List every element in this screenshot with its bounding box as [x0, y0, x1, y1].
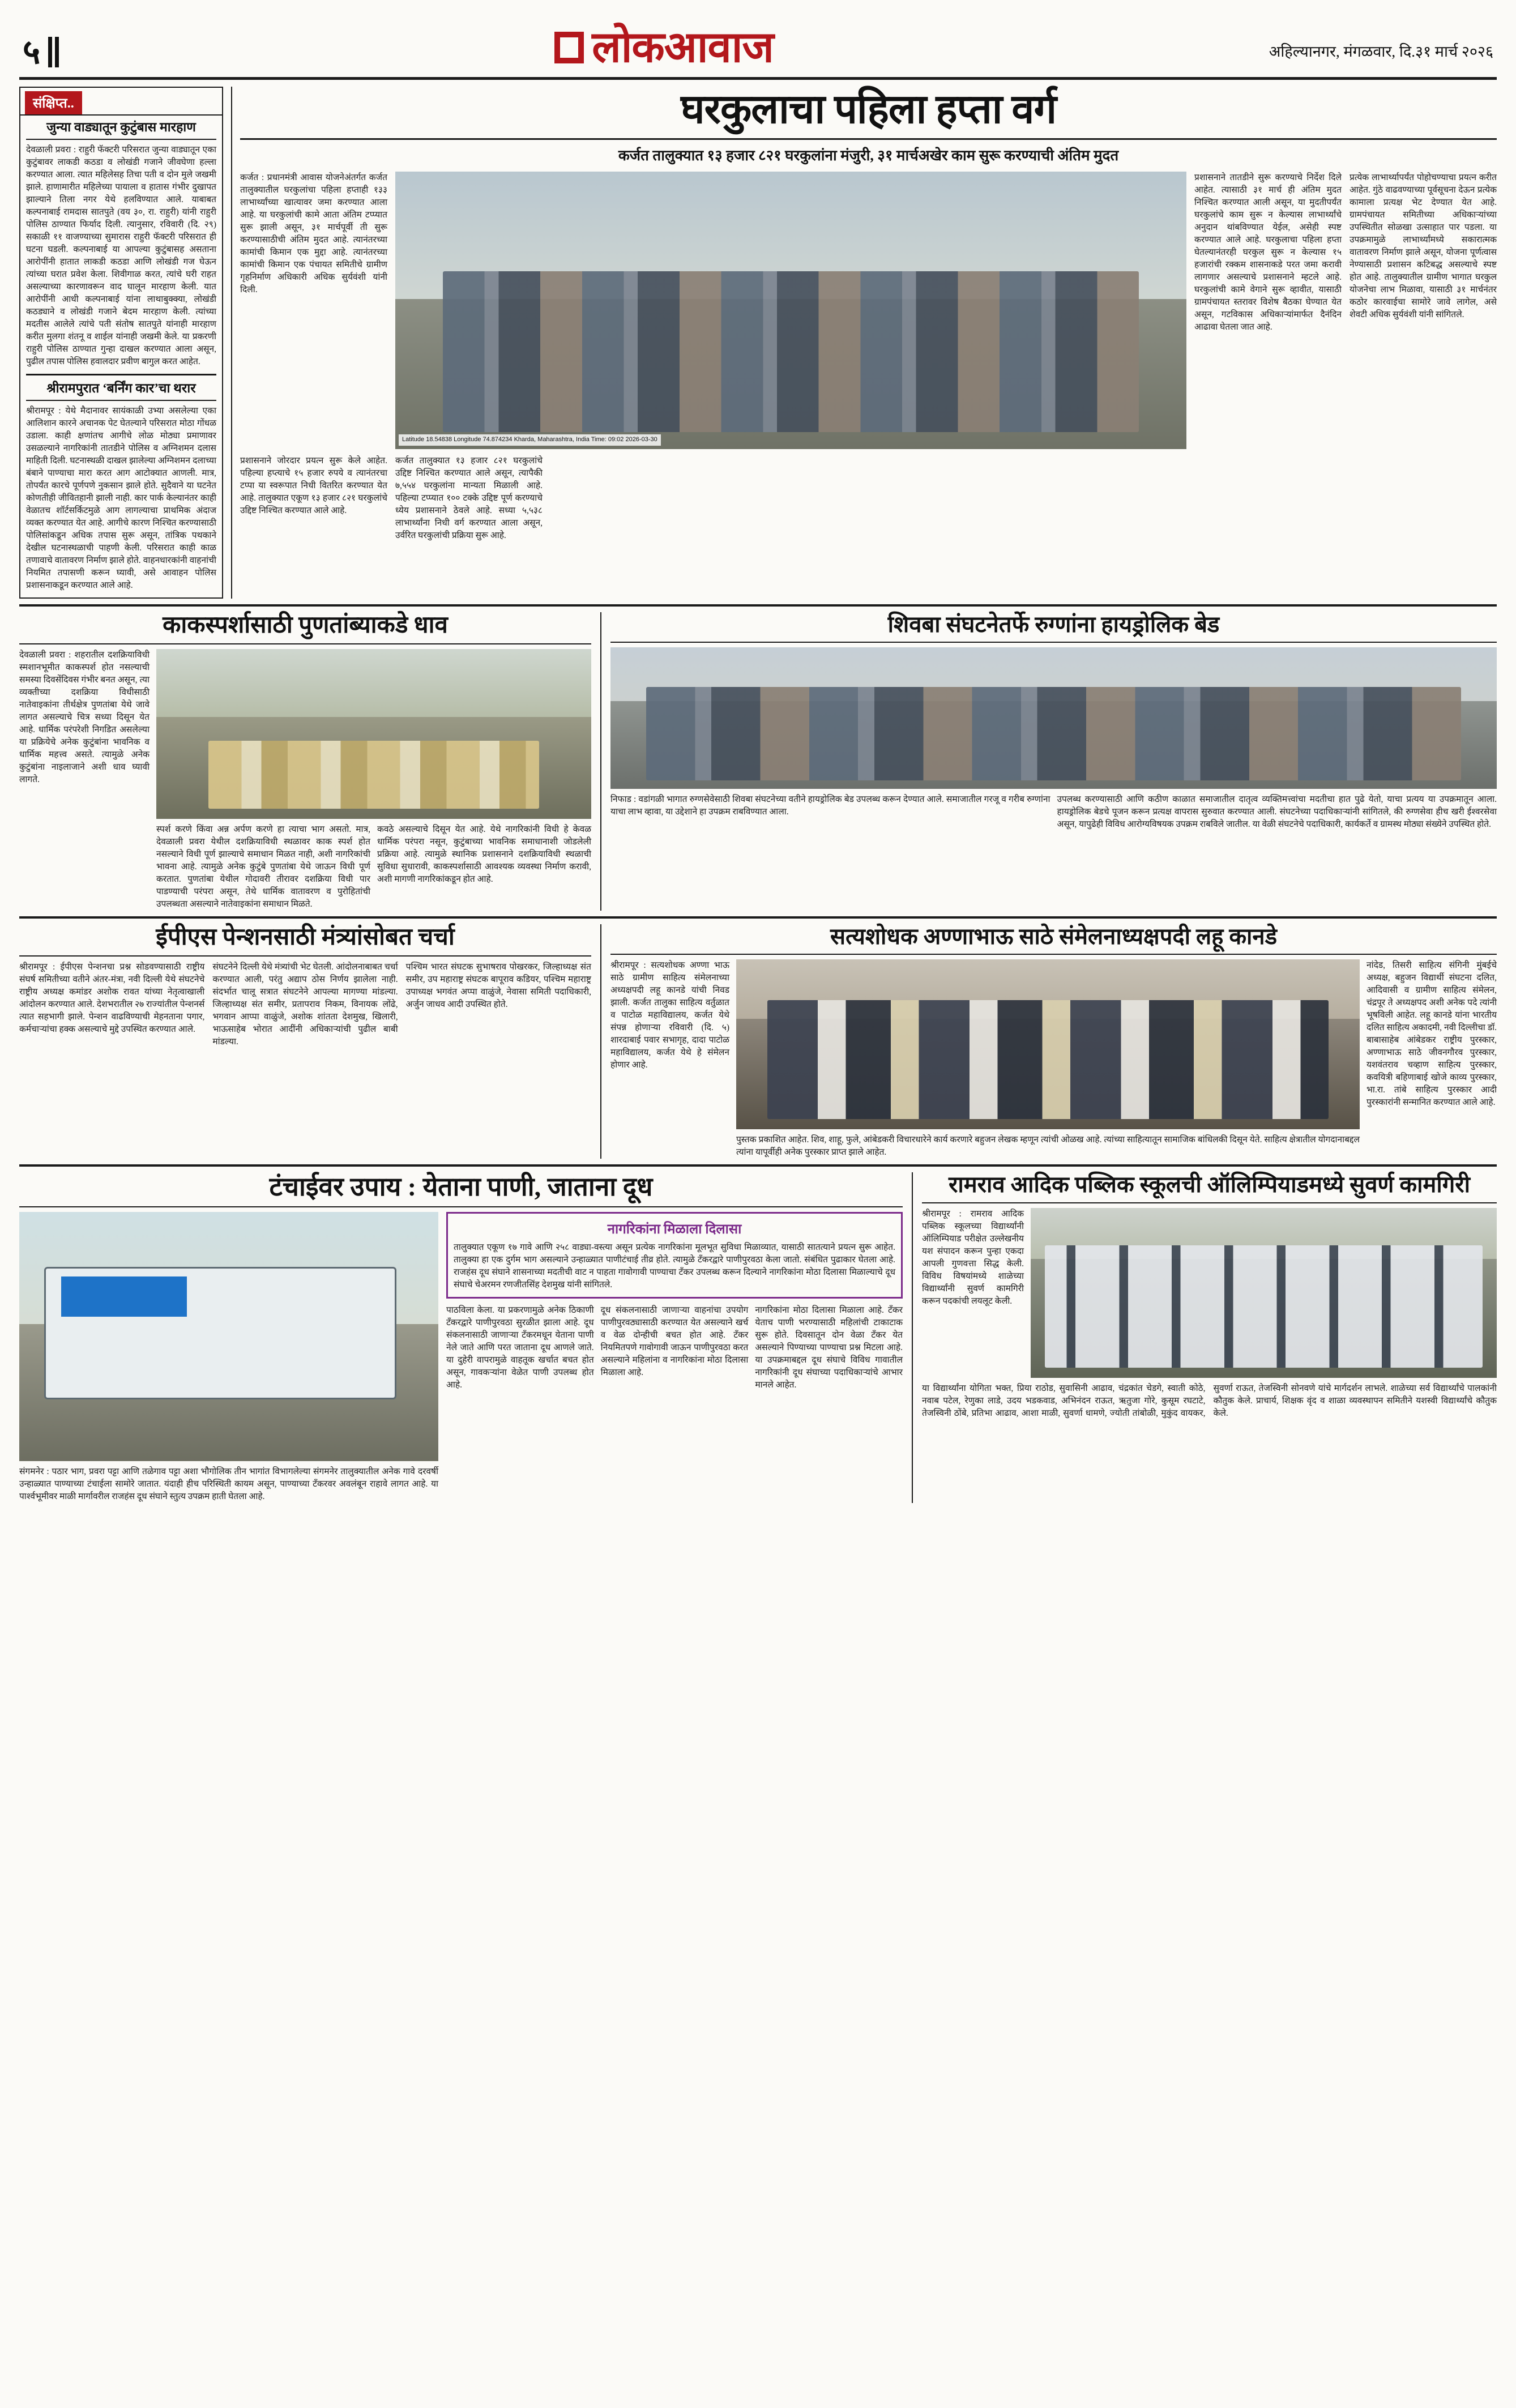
left-rail — [19, 87, 223, 599]
brief-label: संक्षिप्त.. — [25, 91, 82, 114]
masthead-left — [23, 35, 59, 69]
kakasparsha-col-2: स्पर्श करणे किंवा अन्न अर्पण करणे हा त्याचा भाग असतो. मात्र, देवळाली प्रवरा येथील दशक्रियाविधी स्थळावर काक स्पर्श होत नसल्याने विधी पूर्ण झाल्याचे समाधान मिळत नाही, अशी नागरिकांची भावना आहे. त्यामुळे अनेक कुटुंबे पुणतांबा येथे जाऊन विधी पूर्ण करतात. पुणतांबा येथील गोदावरी तीरावर दशक्रिया विधी पार पाडण्याची परंपरा असून, तेथे धार्मिक वातावरण व पुरोहितांची उपलब्धता असल्याने नातेवाइकांना समाधान मिळते. — [156, 824, 370, 909]
divider-vertical-3 — [600, 924, 601, 1159]
row-3 — [19, 924, 1497, 1159]
shivba-col-2: उपलब्ध करण्यासाठी आणि कठीण काळात समाजातील दातृत्व व्यक्तिमत्त्वांचा मदतीचा हात पुढे येतो, याचा प्रत्यय या उपक्रमातून आला. हायड्रोलिक बेडचे पूजन करून प्रत्यक्ष वापरास सुरुवात करण्यात आली. संघटनेच्या पदाधिकाऱ्यांनी सांगितले, की रुग्णसेवा हीच खरी ईश्वरसेवा असून, यापुढेही विविध आरोग्यविषयक उपक्रम राबविले जातील. या वेळी संघटनेचे पदाधिकारी, कार्यकर्ते व ग्रामस्थ मोठ्या संख्येने उपस्थित होते. — [1057, 795, 1497, 830]
eps-headline: ईपीएस पेन्शनसाठी मंत्र्यांसोबत चर्चा — [156, 924, 455, 950]
brief-box — [19, 87, 223, 599]
page-number: ५ — [23, 33, 41, 71]
masthead — [19, 16, 1497, 80]
kakasparsha-photo — [156, 649, 591, 819]
kakasparsha-headline: काकस्पर्शासाठी पुणतांब्याकडे धाव — [163, 612, 448, 638]
water-box-title: नागरिकांना मिळाला दिलासा — [607, 1222, 742, 1237]
water-col-4: नागरिकांना मोठा दिलासा मिळाला आहे. टँकर येताच पाणी भरण्यासाठी महिलांची टाकाटाक सुरू होते. दिवसातून दोन वेळा टँकर येत असल्याने पिण्याच्या पाण्याचा प्रश्न मिटला आहे. या उपक्रमाबद्दल दूध संघाचे विविध गावातील नागरिकांनी दूध संघाच्या पदाधिकाऱ्यांचे आभार मानले आहेत. — [755, 1305, 903, 1390]
sahitya-photo — [736, 959, 1360, 1129]
logo-mark-icon — [554, 32, 584, 63]
publication-logo — [554, 26, 774, 69]
lead-body-row2 — [240, 455, 1497, 542]
kakasparsha-col-3: कवठे असल्याचे दिसून येत आहे. येथे नागरिकांनी विधी हे केवळ धार्मिक परंपरा नसून, कुटुंबाच्या भावनिक समाधानाशी जोडलेली प्रक्रिया आहे. त्यामुळे स्थानिक प्रशासनाने दशक्रियाविधी स्थळाची सुविधा सुधारावी, काकस्पर्शासाठी आवश्यक व्यवस्था निर्माण करावी, अशी मागणी नागरिकांकडून होत आहे. — [377, 824, 591, 884]
divider-vertical — [231, 87, 232, 599]
kakasparsha-col-1: देवळाली प्रवरा : शहरातील दशक्रियाविधी स्मशानभूमीत काकस्पर्श होत नसल्याची समस्या दिवसेंदिवस गंभीर बनत असून, त्या व्यक्तीच्या दशक्रिया विधीसाठी नातेवाइकांना तीर्थक्षेत्र पुणतांबा येथे जावे लागत असल्याचे चित्र सध्या दिसून येत आहे. धार्मिक परंपरेशी निगडित असलेल्या या प्रक्रियेचे अनेक कुटुंबांना भावनिक व धार्मिक महत्त्व असते. त्यामुळे अनेक कुटुंबांना नाइलाजाने अशी धाव घ्यावी लागते. — [19, 650, 150, 784]
lead-col-5: प्रत्येक लाभार्थ्यापर्यंत पोहोचण्याचा प्रयत्न करीत आहेत. गुंठे वाढवण्याच्या पूर्वसूचना देऊन प्रत्येक कामाला प्रत्यक्ष भेट देण्यात येत आहे. ग्रामपंचायत समितीच्या अधिकाऱ्यांच्या उपस्थितीत सोळखा उत्साहात पार पडला. या उपक्रमामुळे लाभार्थ्यांमध्ये सकारात्मक वातावरण निर्माण झाले असून, योजना पूर्णत्वास नेण्यासाठी प्रशासन कटिबद्ध असल्याचे स्पष्ट होत आहे. तालुक्यातील ग्रामीण भागात घरकुल योजनेचा लाभ मिळावा, यासाठी ३१ मार्चनंतर कठोर कारवाईचा सामोरे जावे लागेल, असे शेवटी अधिक सुर्यवंशी यांनी सांगितले. — [1350, 172, 1497, 319]
story-shivba — [610, 612, 1497, 911]
sahitya-col-1: श्रीरामपूर : सत्यशोधक अण्णा भाऊ साठे ग्रामीण साहित्य संमेलनाच्या अध्यक्षपदी लहू कानडे यांची निवड झाली. कर्जत तालुका साहित्य वर्तुळात व पाटोळ महाविद्यालय, कर्जत येथे संपन्न होणाऱ्या रविवारी (दि. ५) शारदाबाई पवार सभागृह, दादा पाटोळ महाविद्यालय, कर्जत येथे हे संमेलन होणार आहे. — [610, 960, 729, 1070]
school-col-2: या विद्यार्थ्यांना योगिता भक्त, प्रिया राठोड, सुवासिनी आढाव, चंद्रकांत चेडगे, स्वाती कोठे, नवाब पटेल, रेणुका लाडे, उदय भडकवाड, अभिनंदन राऊत, ऋतुजा गोरे, कुसूम रघटाटे, तेजस्विनी ठोंबे, प्रतिभा आढाव, आशा माळी, सुवर्णा धामणे, ज्योती तांबोळी, मुकुंद वायकर, सुवर्णा राऊत, तेजस्विनी सोनवणे यांचे मार्गदर्शन लाभले. शाळेच्या सर्व विद्यार्थ्यांचे पालकांनी कौतुक केले. प्राचार्य, शिक्षक वृंद व शाळा व्यवस्थापन समितीने यशस्वी विद्यार्थ्यांचे कौतुक केले. — [922, 1384, 1497, 1419]
school-photo — [1031, 1208, 1497, 1378]
page-number-bars — [48, 37, 59, 67]
shivba-headline: शिवबा संघटनेतर्फे रुग्णांना हायड्रोलिक बेड — [887, 611, 1220, 637]
sahitya-col-3: नांदेड, तिसरी साहित्य संगिनी मुंबईचे अध्यक्ष, बहुजन विद्यार्थी संघटना दलित, आदिवासी व ग्रामीण साहित्य संमेलन, चंद्रपूर ते अध्यक्षपद अशी अनेक पदे त्यांनी भूषविली आहेत. लहू कानडे यांना भारतीय दलित साहित्य अकादमी, नवी दिल्लीचा डॉ. बाबासाहेब आंबेडकर राष्ट्रीय पुरस्कार, अण्णाभाऊ साठे जीवनगौरव पुरस्कार, यशवंतराव चव्हाण साहित्य पुरस्कार, कवयित्री बहिणाबाई खोजे काव्य पुरस्कार, भा.रा. तांबे साहित्य पुरस्कार आदी पुरस्कारांनी सन्मानित करण्यात आले आहे. — [1366, 960, 1497, 1108]
water-col-1: संगमनेर : पठार भाग, प्रवरा पट्टा आणि तळेगाव पट्टा अशा भौगोलिक तीन भागांत विभागलेल्या संगमनेर तालुक्यातील अनेक गावे दरवर्षी उन्हाळ्यात पाण्याच्या टंचाईला सामोरे जातात. यंदाही हीच परिस्थिती कायम असून, पाण्याच्या टँकरवर अवलंबून राहावे लागत आहे. या पार्श्वभूमीवर माळी मार्गावरील राजहंस दूध संघाने स्तुत्य उपक्रम हाती घेतला आहे. — [19, 1466, 438, 1501]
water-headline: टंचाईवर उपाय : येताना पाणी, जाताना दूध — [269, 1172, 653, 1202]
brief-1-headline: जुन्या वाड्यातून कुटुंबास मारहाण — [46, 120, 196, 134]
lead-col-4: प्रशासनाने तातडीने सुरू करण्याचे निर्देश दिले आहेत. त्यासाठी ३१ मार्च ही अंतिम मुदत निश्चित करण्यात आली असून, या मुदतीपर्यंत घरकुलांचे काम सुरू न केल्यास लाभार्थ्यांचे अनुदान थांबविण्यात येईल, असेही स्पष्ट करण्यात आले आहे. घरकुलाचा पहिला हप्ता घेतल्यानंतरही घरकुल सुरू न केल्यास १५ हजारांची रक्कम शासनाकडे परत जमा करावी लागणार असल्याचे प्रशासनाने म्हटले आहे. घरकुलांची कामे वेगाने सुरू व्हावीत, यासाठी ग्रामपंचायत स्तरावर विशेष बैठका घेण्यात येत असून, गटविकास अधिकाऱ्यांमार्फत दैनंदिन आढावा घेतला जात आहे. — [1194, 172, 1342, 332]
lead-col-3: कर्जत तालुक्यात १३ हजार ८२१ घरकुलांचे उद्दिष्ट निश्चित करण्यात आले असून, त्यापैकी ७,५५४ घरकुलांना मान्यता मिळाली आहे. पहिल्या टप्प्यात १०० टक्के उद्दिष्ट पूर्ण करण्याचे ध्येय प्रशासनाने ठेवले आहे. सध्या ५,५३८ लाभार्थ्यांना निधी वर्ग करण्यात आला असून, उर्वरित घरकुलांची प्रक्रिया सुरू आहे. — [395, 455, 543, 540]
water-col-2: पाठविला केला. या प्रकरणामुळे अनेक ठिकाणी टँकरद्वारे पाणीपुरवठा सुरळीत झाला आहे. दूध संकलनासाठी जाणाऱ्या टँकरमधून येताना पाणी नेले जाते आणि परत जाताना दूध आणले जाते. या दुहेरी वापरामुळे वाहतूक खर्चात बचत होत असून, गावकऱ्यांना वेळेत पाणी उपलब्ध होत आहे. — [446, 1305, 594, 1390]
row-4 — [19, 1172, 1497, 1503]
divider-2 — [19, 916, 1497, 919]
photo-geotag: Latitude 18.54838 Longitude 74.874234 Kharda, Maharashtra, India Time: 09:02 2026-03-30 — [399, 434, 661, 446]
dateline: अहिल्यानगर, मंगळवार, दि.३१ मार्च २०२६ — [1269, 43, 1493, 60]
brief-2-body: श्रीरामपूर : येथे मैदानावर सायंकाळी उभ्या असलेल्या एका आलिशान कारने अचानक पेट घेतल्याने परिसरात मोठा गोंधळ उडाला. काही क्षणांतच आगीचे लोळ मोठ्या प्रमाणावर उसळल्याने नागरिकांनी तातडीने पोलिस व अग्निशमन दलास माहिती दिली. घटनास्थळी दाखल झालेल्या अग्निशमन दलाच्या बंबाने पाण्याचा मारा करत आग आटोक्यात आणली. मात्र, तोपर्यंत कारचे पूर्णपणे नुकसान झाले होते. सुदैवाने या घटनेत कोणतीही जीवितहानी झाली नाही. कार पार्क केल्यानंतर काही वेळातच शॉर्टसर्किटमुळे आग लागल्याचा प्राथमिक अंदाज व्यक्त करण्यात येत आहे. आगीचे कारण निश्चित करण्यासाठी पोलिसांकडून अधिक तपास सुरू असून, तांत्रिक पथकाने देखील घटनास्थळाची पाहणी केली. परिसरात काही काळ तणावाचे वातावरण निर्माण झाले होते. वाहनधारकांनी वाहनांची नियमित तपासणी करून घ्यावी, असे आवाहन पोलिस प्रशासनाकडून करण्यात आले आहे. — [26, 405, 216, 590]
brief-2-headline: श्रीरामपुरात ‘बर्निंग कार’चा थरार — [46, 381, 196, 395]
brief-1-body: देवळाली प्रवरा : राहुरी फॅक्टरी परिसरात जुन्या वाड्यातून एका कुटुंबावर लाकडी कठडा व लोखंडी गजाने जीवघेणा हल्ला करण्यात आला. त्यात महिलेसह तिचा पती व दोन मुले जखमी झाले. हाणामारीत महिलेच्या पायाला व हातास गंभीर दुखापत झाल्याने तिला नगर येथे हलविण्यात आले. याबाबत कल्पनाबाई रामदास सातपुते (वय ३०, रा. राहुरी) यांनी राहुरी पोलिस ठाण्यात फिर्याद दिली. त्यानुसार, रविवारी (दि. २९) सकाळी ११ वाजण्याच्या सुमारास राहुरी फॅक्टरी परिसरात ही घटना घडली. कल्पनाबाई या आपल्या कुटुंबासह असताना आरोपींनी हातात लाकडी कठडा आणि लोखंडी गज घेऊन त्यांच्या घरात प्रवेश केला. शिवीगाळ करत, त्यांचे घरी राहत असल्याच्या कारणावरून वाद घालून मारहाण केली. यात आरोपींनी आधी कल्पनाबाई यांना लाथाबुक्क्या, लोखंडी कठड्याने व लोखंडी गजाने बेदम मारहाण केली. त्यांच्या मदतीस आलेले त्यांचे पती संतोष सातपुते यांनाही मारहाण करीत मुलगा शंतनू व शाईल यांनाही जखमी केले. या प्रकरणी राहुरी पोलिस ठाण्यात गुन्हा दाखल करण्यात आला असून, पुढील तपास पोलिस हवालदार प्रवीण बागुल करत आहेत. — [26, 144, 216, 366]
lead-photo — [395, 172, 1186, 449]
lead-story — [240, 87, 1497, 599]
divider-vertical-4 — [912, 1172, 913, 1503]
sahitya-headline: सत्यशोधक अण्णाभाऊ साठे संमेलनाध्यक्षपदी लहू कानडे — [830, 923, 1277, 949]
story-kakasparsha — [19, 612, 591, 911]
story-school — [922, 1172, 1497, 1503]
story-eps — [19, 924, 591, 1159]
sahitya-col-2: पुस्तक प्रकाशित आहेत. शिव, शाहू, फुले, आंबेडकरी विचारधारेने कार्य करणारे बहुजन लेखक म्हणून त्यांची ओळख आहे. त्यांच्या साहित्यातून सामाजिक बांधिलकी दिसून येते. साहित्य क्षेत्रातील योगदानाबद्दल त्यांना यापूर्वीही अनेक पुरस्कार प्राप्त झाले आहेत. — [736, 1135, 1360, 1158]
eps-col-3: पश्चिम भारत संघटक सुभाषराव पोखरकर, जिल्हाध्यक्ष संत समीर, उप महाराष्ट्र संघटक बापूराव कडियर, पश्चिम महाराष्ट्र उपाध्यक्ष भगवंत अप्पा वाळुंजे, नेवासा समिती पदाधिकारी, अर्जुन जाधव आदी उपस्थित होते. — [405, 962, 591, 1009]
shivba-col-1: निफाड : वडांगळी भागात रुग्णसेवेसाठी शिवबा संघटनेच्या वतीने हायड्रोलिक बेड उपलब्ध करून देण्यात आले. समाजातील गरजू व गरीब रुग्णांना याचा लाभ व्हावा, या उद्देशाने हा उपक्रम राबविण्यात आला. — [610, 795, 1050, 817]
water-photo — [19, 1212, 438, 1461]
top-block — [19, 87, 1497, 599]
divider-vertical-2 — [600, 612, 601, 911]
divider-1 — [19, 604, 1497, 607]
water-col-3: दूध संकलनासाठी जाणाऱ्या वाहनांचा उपयोग पाणीपुरवठ्यासाठी करण्यात येत असल्याने खर्च व वेळ दोन्हीची बचत होत आहे. टँकर नियमितपणे गावोगावी जाऊन पाणीपुरवठा करत असल्याने महिलांना व नागरिकांना मोठा दिलासा मिळाला आहे. — [600, 1305, 749, 1377]
water-box-text: तालुक्यात एकूण १७ गावे आणि २५८ वाड्या-वस्त्या असून प्रत्येक नागरिकांना मूलभूत सुविधा मिळाव्यात, यासाठी सातत्याने प्रयत्न सुरू आहेत. तालुक्या हा एक दुर्गम भाग असल्याने उन्हाळ्यात पाणीटंचाई तीव्र होते. त्यामुळे टँकरद्वारे पाणीपुरवठा केला जातो. संबंधित पुढाकार घेतला आहे. राजहंस दूध संघाने शासनाच्या मदतीची वाट न पाहता गावोगावी पाण्याचा टँकर उपलब्ध करून दिल्याने नागरिकांना मोठा दिलासा मिळाल्याचे दूध संघाचे चेअरमन रणजीतसिंह देशमुख यांनी सांगितले. — [454, 1242, 895, 1290]
story-sahitya — [610, 924, 1497, 1159]
lead-col-2: प्रशासनाने जोरदार प्रयत्न सुरू केले आहेत. पहिल्या हप्त्याचे १५ हजार रुपये व त्यानंतरचा टप्पा या स्वरूपात निधी वितरित करण्यात येत आहे. तालुक्यात एकूण १३ हजार ८२१ घरकुलांचे उद्दिष्ट निश्चित करण्यात आले आहे. — [240, 455, 387, 515]
shivba-photo — [610, 647, 1497, 789]
lead-photo-wrap — [395, 172, 1186, 449]
lead-subhead: कर्जत तालुक्यात १३ हजार ८२१ घरकुलांना मंजुरी, ३१ मार्चअखेर काम सुरू करण्याची अंतिम मुदत — [618, 147, 1119, 164]
middle-row — [19, 612, 1497, 911]
eps-col-1: श्रीरामपूर : ईपीएस पेन्शनचा प्रश्न सोडवण्यासाठी राष्ट्रीय संघर्ष समितीच्या वतीने अंतर-मंत्रा, नवी दिल्ली येथे संघटनेचे राष्ट्रीय अध्यक्ष कमांडर अशोक रावत यांच्या नेतृत्वाखाली आंदोलन करण्यात आले. देशभरातील २७ राज्यांतील पेन्शनर्स त्यात सहभागी झाले. पेन्शन वाढविण्याची मेहनताना पगार, कर्मचाऱ्यांचा हक्क असल्याचे मुद्दे उपस्थित करण्यात आले. — [19, 962, 205, 1034]
logo-text: लोकआवाज — [592, 24, 774, 71]
lead-body-row — [240, 172, 1497, 449]
divider-3 — [19, 1164, 1497, 1167]
eps-col-2: संघटनेने दिल्ली येथे मंत्र्यांची भेट घेतली. आंदोलनाबाबत चर्चा करण्यात आली, परंतु अद्याप ठोस निर्णय झालेला नाही. संदर्भात चालू सत्रात संघटनेने आपल्या मागण्या मांडल्या. जिल्हाध्यक्ष संत समीर, प्रतापराव निकम, विनायक लोंढे, भगवान आप्पा वाळुंजे, अशोक शांतता देशमुख, खिलारी, भाऊसाहेब भोरात आदींनी अधिकाऱ्यांची पुढील बाबी मांडल्या. — [212, 962, 398, 1047]
lead-col-1: कर्जत : प्रधानमंत्री आवास योजनेअंतर्गत कर्जत तालुक्यातील घरकुलांचा पहिला हप्ताही १३३ लाभार्थ्यांच्या खात्यावर जमा करण्यात आला आहे. या घरकुलांची कामे आता अंतिम टप्प्यात सुरू झाली असून, ३१ मार्चपूर्वी ती सुरू करण्यासाठीची अंतिम मुदत आहे. त्यानंतरच्या कामांची किमान एक मुद्दा आहे. त्यानंतरच्या कामांची किमान एक पंचायत समितीचे ग्रामीण गृहनिर्माण अधिकारी अधिक सुर्यवंशी यांनी दिली. — [240, 172, 387, 294]
story-water — [19, 1172, 903, 1503]
school-headline: रामराव आदिक पब्लिक स्कूलची ऑलिम्पियाडमध्ये सुवर्ण कामगिरी — [949, 1172, 1470, 1198]
lead-headline: घरकुलाचा पहिला हप्ता वर्ग — [680, 87, 1057, 132]
brief-tab-row — [20, 88, 222, 116]
school-col-1: श्रीरामपूर : रामराव आदिक पब्लिक स्कूलच्या विद्यार्थ्यांनी ऑलिम्पियाड परीक्षेत उल्लेखनीय यश संपादन करून पुन्हा एकदा आपली गुणवत्ता सिद्ध केली. विविध विषयांमध्ये शाळेच्या विद्यार्थ्यांनी सुवर्ण कामगिरी करून पदकांची लयलूट केली. — [922, 1209, 1024, 1307]
